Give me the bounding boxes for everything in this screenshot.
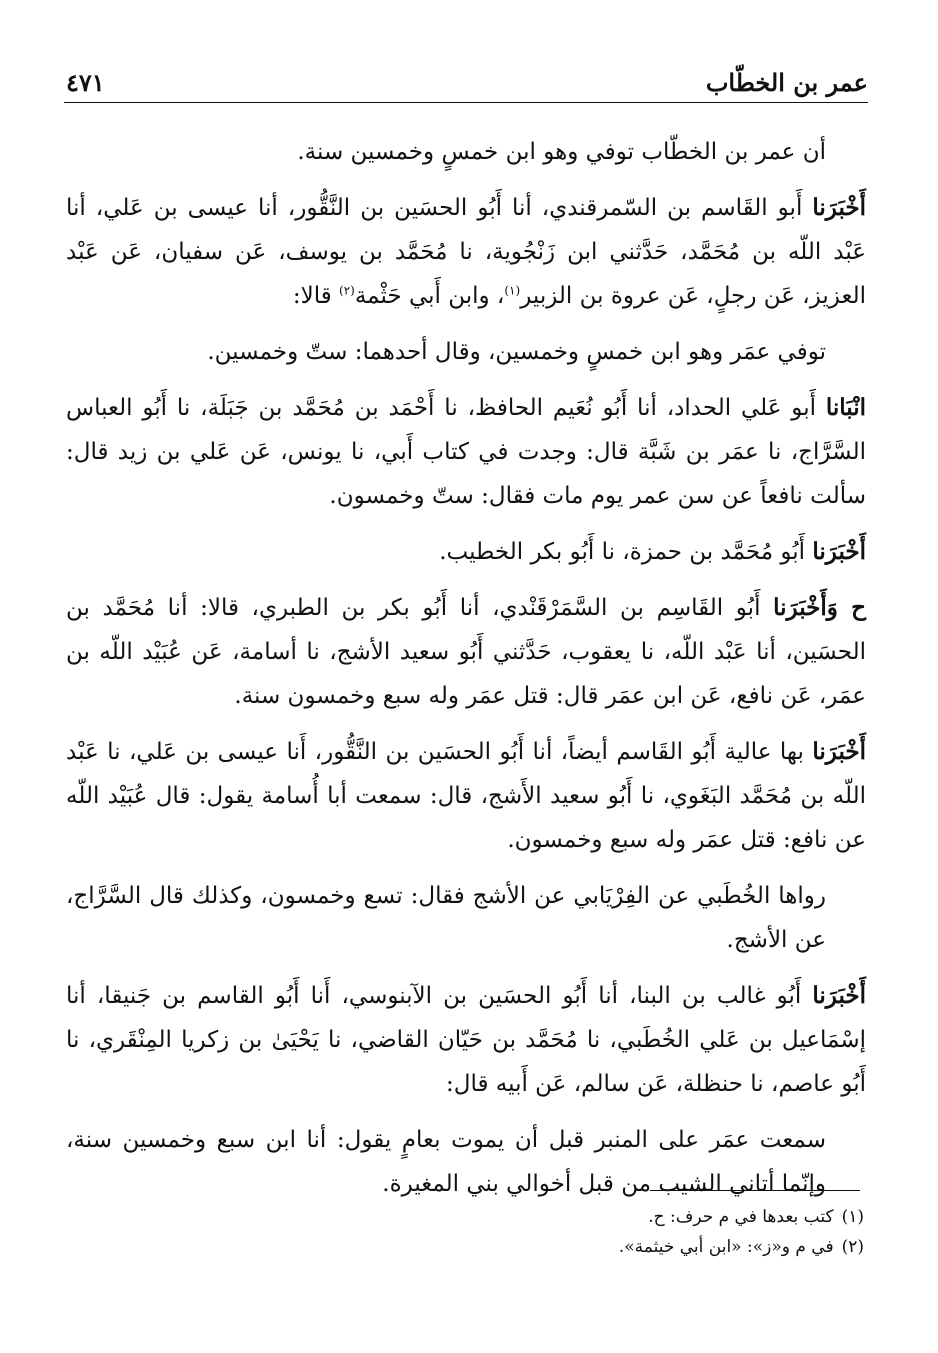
paragraph-8	[66, 874, 866, 962]
isnad-lead: أَخْبَرَنا	[812, 982, 866, 1009]
paragraph-2	[66, 186, 866, 318]
paragraph-10	[66, 1118, 866, 1206]
isnad-lead: أَخْبَرَنا	[812, 738, 866, 765]
paragraph-text: قالا:	[292, 283, 340, 309]
paragraph-6	[66, 586, 866, 718]
paragraph-text: سمعت عمَر على المنبر قبل أن يموت بعامٍ يقول: أنا ابن سبع وخمسين سنة، وإنّما أتاني الشيب من قبل أخوالي بني المغيرة.	[66, 1127, 826, 1197]
isnad-lead: ح وَأَخْبَرَنا	[773, 594, 867, 621]
footnote-2	[300, 1232, 864, 1262]
footnote-ref-1: (١)	[504, 283, 521, 298]
paragraph-text: توفي عمَر وهو ابن خمسٍ وخمسين، وقال أحدهما: ستّ وخمسين.	[207, 339, 826, 365]
paragraph-text: ، وابن أَبي حَثْمة	[354, 283, 505, 309]
footnote-1	[300, 1202, 864, 1232]
paragraph-3	[66, 330, 866, 374]
footnote-text: كتب بعدها في م حرف: ح.	[648, 1207, 834, 1227]
footnote-ref-2: (٢)	[339, 283, 355, 298]
paragraph-4	[66, 386, 866, 518]
page-header	[64, 62, 868, 103]
paragraph-text: أن عمر بن الخطّاب توفي وهو ابن خمسٍ وخمسين سنة.	[297, 139, 826, 165]
paragraph-7	[66, 730, 866, 862]
paragraph-text: أَبو القَاسم بن السّمرقندي، أنا أَبُو الحسَين بن النَّقُّور، أنا عيسى بن عَلي، أنا عَبْد اللّه بن مُحَمَّد، حَدَّثني ابن زَنْجُوية، نا مُحَمَّد بن يوسف، عَن سفيان، عَن عَبْد العزيز، عَن رجلٍ، عَن عروة بن الزبير	[66, 195, 866, 309]
footnote-number: (١)	[841, 1207, 864, 1227]
paragraph-text: رواها الخُطَبي عن الفِرْيَابي عن الأشج فقال: تسع وخمسون، وكذلك قال السَّرَّاج، عن الأشج.	[66, 883, 826, 953]
paragraph-9	[66, 974, 866, 1106]
paragraph-text: أَبُو مُحَمَّد بن حمزة، نا أَبُو بكر الخطيب.	[439, 539, 813, 565]
paragraph-text: بها عالية أَبُو القَاسم أيضاً، أنا أَبُو الحسَين بن النَّقُّور، أَنا عيسى بن عَلي، نا عَبْد اللّه بن مُحَمَّد البَغَوي، نا أَبُو سعيد الأَشج، قال: سمعت أبا أُسامة يقول: قال عُبَيْد اللّه عن نافع: قتل عمَر وله سبع وخمسون.	[66, 739, 866, 853]
isnad-lead: أَخْبَرَنا	[812, 194, 866, 221]
paragraph-1	[66, 130, 866, 174]
page-number: ٤٧١	[66, 68, 105, 97]
isnad-lead: انْبَانا	[825, 394, 866, 421]
footnote-divider	[650, 1190, 860, 1191]
paragraph-text: أَبُو غالب بن البنا، أنا أَبُو الحسَين بن الآبنوسي، أَنا أَبُو القاسم بن جَنيقا، أنا إسْمَاعيل بن عَلي الخُطَبي، نا مُحَمَّد بن حَيّان القاضي، نا يَحْيَىٰ بن زكريا المِنْقَري، نا أَبُو عاصم، نا حنظلة، عَن سالم، عَن أَبيه قال:	[66, 983, 866, 1097]
footnote-text: في م و«ز»: «ابن أبي خيثمة».	[618, 1237, 834, 1257]
paragraph-5	[66, 530, 866, 574]
running-head: عمر بن الخطّاب	[705, 68, 868, 97]
paragraph-text: أَبو عَلي الحداد، أنا أَبُو نُعَيم الحافظ، نا أَحْمَد بن مُحَمَّد بن جَبَلَة، نا أَبُو العباس السَّرَّاج، نا عمَر بن شَبَّة قال: وجدت في كتاب أَبي، نا يونس، عَن عَلي بن زيد قال: سألت نافعاً عن سن عمر يوم مات فقال: ستّ وخمسون.	[66, 395, 866, 509]
paragraph-text: أَبُو القَاسِم بن السَّمَرْقَنْدي، أنا أَبُو بكر بن الطبري، قالا: أنا مُحَمَّد بن الحسَين، أنا عَبْد اللّه، نا يعقوب، حَدَّثني أَبُو سعيد الأشج، نا أسامة، عَن عُبَيْد اللّه بن عمَر، عَن نافع، عَن ابن عمَر قال: قتل عمَر وله سبع وخمسون سنة.	[66, 595, 866, 709]
main-text	[66, 130, 866, 1218]
footnote-number: (٢)	[841, 1237, 864, 1257]
isnad-lead: أَخْبَرَنا	[812, 538, 866, 565]
footnotes	[300, 1202, 864, 1262]
